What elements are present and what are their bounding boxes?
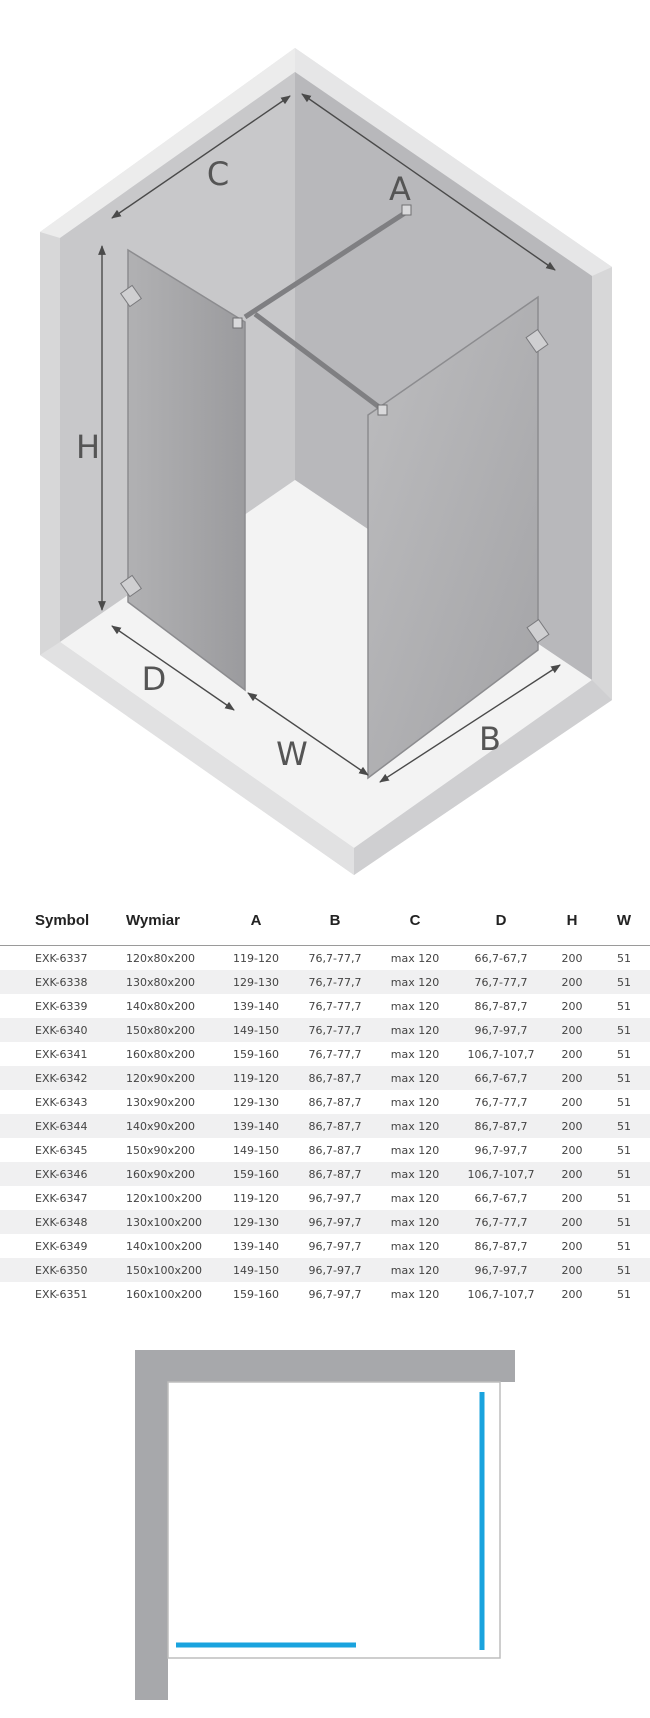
cell-a: 129-130 [216, 970, 296, 994]
cell-h: 200 [561, 1191, 583, 1205]
cell-h: 200 [561, 1047, 583, 1061]
cell-a: 149-150 [216, 1258, 296, 1282]
table-row [0, 1162, 650, 1186]
cell-d: 106,7-107,7 [456, 1162, 546, 1186]
header-w: W [598, 895, 650, 946]
cell-symbol: EXK-6351 [35, 1287, 88, 1301]
cell-w: 51 [617, 999, 631, 1013]
cell-h: 200 [561, 1239, 583, 1253]
cell-w: 51 [598, 970, 650, 994]
header-c: C [374, 895, 456, 946]
cell-h: 200 [546, 970, 598, 994]
cell-wymiar: 130x80x200 [126, 970, 216, 994]
cell-d: 96,7-97,7 [456, 1258, 546, 1282]
cell-c: max 120 [374, 970, 456, 994]
cell-w: 51 [617, 1143, 631, 1157]
cell-h: 200 [546, 1018, 598, 1042]
cell-wymiar: 150x80x200 [126, 1018, 216, 1042]
cell-c: max 120 [390, 1047, 440, 1061]
cell-d: 106,7-107,7 [467, 1287, 535, 1301]
cell-b: 96,7-97,7 [308, 1191, 362, 1205]
cell-symbol: EXK-6343 [35, 1095, 88, 1109]
table-row [0, 1282, 650, 1306]
cell-wymiar: 150x100x200 [126, 1258, 216, 1282]
header-a: A [216, 895, 296, 946]
cell-b: 86,7-87,7 [296, 1114, 374, 1138]
cell-a: 159-160 [216, 1162, 296, 1186]
cell-b: 86,7-87,7 [296, 1066, 374, 1090]
cell-c: max 120 [390, 1095, 440, 1109]
cell-c: max 120 [374, 1210, 456, 1234]
table-row [0, 1258, 650, 1282]
cell-a: 119-120 [233, 1191, 279, 1205]
label-w: W [276, 735, 308, 773]
cell-wymiar: 130x100x200 [126, 1210, 216, 1234]
cell-b: 76,7-77,7 [308, 999, 362, 1013]
header-h: H [546, 895, 598, 946]
specification-table [0, 895, 650, 1306]
cell-a: 139-140 [216, 1114, 296, 1138]
cell-w: 51 [598, 1066, 650, 1090]
table-body [0, 946, 650, 1307]
cell-a: 159-160 [233, 1047, 279, 1061]
header-b: B [296, 895, 374, 946]
cell-b: 76,7-77,7 [296, 1018, 374, 1042]
cell-c: max 120 [374, 1162, 456, 1186]
table-row [0, 1210, 650, 1234]
cell-w: 51 [598, 1210, 650, 1234]
cell-d: 86,7-87,7 [456, 1114, 546, 1138]
table-row [0, 1186, 650, 1210]
cell-h: 200 [561, 951, 583, 965]
cell-c: max 120 [374, 1066, 456, 1090]
cell-symbol: EXK-6337 [35, 951, 88, 965]
header-d: D [456, 895, 546, 946]
cell-d: 76,7-77,7 [474, 1095, 528, 1109]
label-b: B [479, 720, 501, 758]
cell-symbol: EXK-6348 [0, 1210, 126, 1234]
cell-w: 51 [617, 1191, 631, 1205]
cell-b: 86,7-87,7 [308, 1095, 362, 1109]
floor-plan-diagram [0, 1330, 650, 1713]
cell-wymiar: 140x90x200 [126, 1114, 216, 1138]
header-wymiar: Wymiar [126, 895, 216, 946]
label-d: D [141, 660, 167, 698]
cell-h: 200 [561, 1143, 583, 1157]
label-h: H [75, 428, 101, 466]
cell-c: max 120 [374, 1114, 456, 1138]
cell-symbol: EXK-6338 [0, 970, 126, 994]
table-row [0, 1042, 650, 1066]
plan-outline [168, 1382, 500, 1658]
label-c: C [206, 155, 230, 193]
cell-c: max 120 [390, 999, 440, 1013]
cell-a: 119-120 [216, 1066, 296, 1090]
cell-w: 51 [617, 951, 631, 965]
cell-a: 159-160 [233, 1287, 279, 1301]
cell-b: 76,7-77,7 [296, 970, 374, 994]
cell-symbol: EXK-6350 [0, 1258, 126, 1282]
wall-top [135, 1350, 515, 1382]
cell-d: 86,7-87,7 [474, 999, 528, 1013]
cell-w: 51 [598, 1258, 650, 1282]
cell-a: 149-150 [216, 1018, 296, 1042]
cell-symbol: EXK-6340 [0, 1018, 126, 1042]
cell-w: 51 [598, 1114, 650, 1138]
cell-wymiar: 140x100x200 [126, 1239, 203, 1253]
cell-d: 86,7-87,7 [474, 1239, 528, 1253]
table-header-row [0, 895, 650, 946]
cell-wymiar: 130x90x200 [126, 1095, 196, 1109]
cell-h: 200 [546, 1258, 598, 1282]
cell-c: max 120 [390, 1143, 440, 1157]
cell-symbol: EXK-6339 [35, 999, 88, 1013]
cell-w: 51 [617, 1287, 631, 1301]
cell-d: 66,7-67,7 [474, 951, 528, 965]
cell-a: 149-150 [233, 1143, 279, 1157]
cell-b: 96,7-97,7 [308, 1287, 362, 1301]
cell-h: 200 [561, 1095, 583, 1109]
wall-left [135, 1350, 168, 1700]
cell-c: max 120 [390, 951, 440, 965]
table-row [0, 1090, 650, 1114]
header-symbol: Symbol [0, 895, 126, 946]
cell-wymiar: 160x100x200 [126, 1287, 203, 1301]
table-row [0, 946, 650, 971]
cell-a: 139-140 [233, 999, 279, 1013]
cell-b: 86,7-87,7 [308, 1143, 362, 1157]
cell-w: 51 [598, 1018, 650, 1042]
cell-wymiar: 160x90x200 [126, 1162, 216, 1186]
cell-symbol: EXK-6345 [35, 1143, 88, 1157]
cell-wymiar: 120x80x200 [126, 951, 196, 965]
cell-w: 51 [617, 1047, 631, 1061]
bar-clamp-icon [378, 405, 387, 415]
cell-c: max 120 [390, 1191, 440, 1205]
cell-a: 139-140 [233, 1239, 279, 1253]
cell-d: 106,7-107,7 [467, 1047, 535, 1061]
cell-h: 200 [546, 1162, 598, 1186]
table-row [0, 994, 650, 1018]
cell-b: 96,7-97,7 [296, 1210, 374, 1234]
cell-w: 51 [598, 1162, 650, 1186]
cell-b: 86,7-87,7 [296, 1162, 374, 1186]
cell-w: 51 [617, 1239, 631, 1253]
table-row [0, 1114, 650, 1138]
bar-clamp-icon [233, 318, 242, 328]
cell-a: 129-130 [233, 1095, 279, 1109]
table-row [0, 1234, 650, 1258]
cell-symbol: EXK-6347 [35, 1191, 88, 1205]
cell-b: 96,7-97,7 [296, 1258, 374, 1282]
cell-d: 96,7-97,7 [474, 1143, 528, 1157]
cell-c: max 120 [390, 1239, 440, 1253]
cell-symbol: EXK-6341 [35, 1047, 88, 1061]
cell-a: 129-130 [216, 1210, 296, 1234]
cell-symbol: EXK-6349 [35, 1239, 88, 1253]
cell-a: 119-120 [233, 951, 279, 965]
cell-c: max 120 [390, 1287, 440, 1301]
cell-h: 200 [561, 1287, 583, 1301]
cell-symbol: EXK-6344 [0, 1114, 126, 1138]
cell-wymiar: 160x80x200 [126, 1047, 196, 1061]
cell-d: 66,7-67,7 [474, 1191, 528, 1205]
cell-h: 200 [546, 1114, 598, 1138]
cell-wymiar: 150x90x200 [126, 1143, 196, 1157]
table-row [0, 970, 650, 994]
cell-b: 76,7-77,7 [308, 951, 362, 965]
cell-d: 76,7-77,7 [456, 970, 546, 994]
table-row [0, 1018, 650, 1042]
cell-wymiar: 140x80x200 [126, 999, 196, 1013]
cell-d: 96,7-97,7 [456, 1018, 546, 1042]
cell-c: max 120 [374, 1258, 456, 1282]
cell-h: 200 [546, 1210, 598, 1234]
cell-b: 96,7-97,7 [308, 1239, 362, 1253]
cell-h: 200 [546, 1066, 598, 1090]
cell-wymiar: 120x90x200 [126, 1066, 216, 1090]
cell-w: 51 [617, 1095, 631, 1109]
label-a: A [389, 170, 411, 208]
cell-wymiar: 120x100x200 [126, 1191, 203, 1205]
cell-symbol: EXK-6346 [0, 1162, 126, 1186]
cell-c: max 120 [374, 1018, 456, 1042]
cell-h: 200 [561, 999, 583, 1013]
table-row [0, 1066, 650, 1090]
table-row [0, 1138, 650, 1162]
cell-symbol: EXK-6342 [0, 1066, 126, 1090]
cell-d: 66,7-67,7 [456, 1066, 546, 1090]
cell-d: 76,7-77,7 [456, 1210, 546, 1234]
cell-b: 76,7-77,7 [308, 1047, 362, 1061]
floor-plan-drawing [0, 1330, 650, 1713]
